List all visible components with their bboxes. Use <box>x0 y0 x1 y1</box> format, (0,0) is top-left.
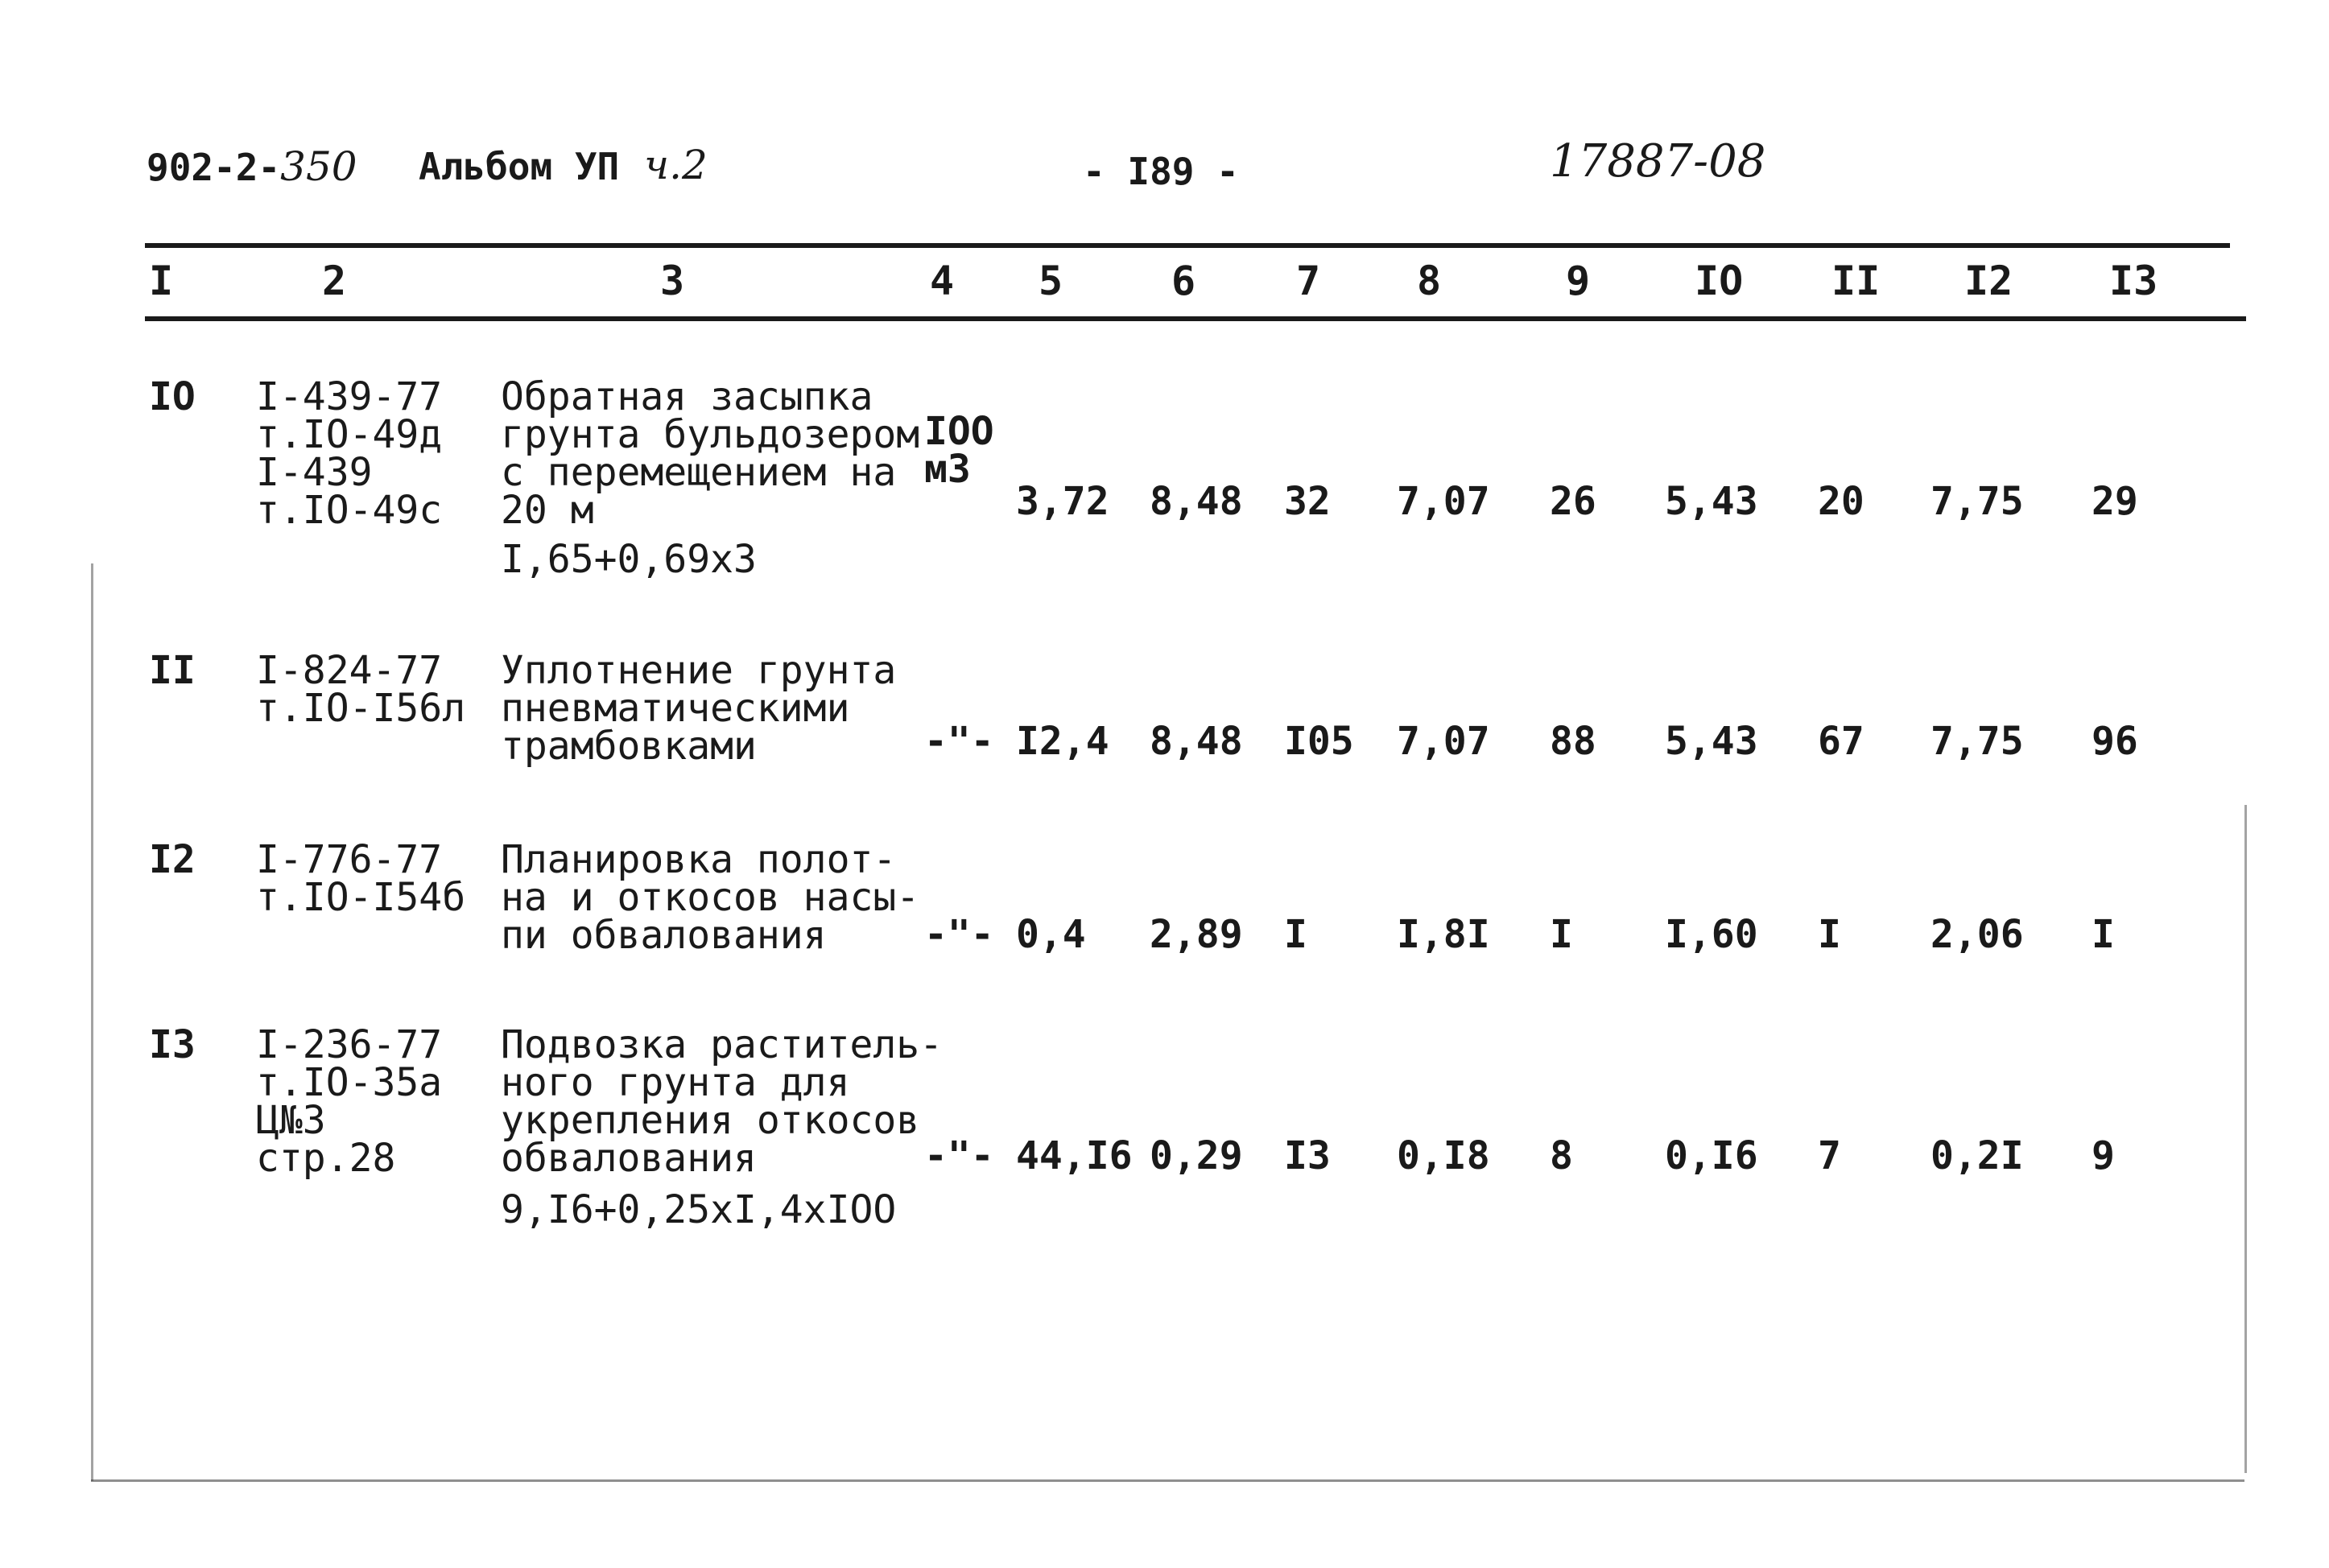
norm-code-line: т.IO-49с <box>256 488 443 533</box>
table-top-rule <box>145 243 2230 248</box>
value-c5: I2,4 <box>1016 719 1109 764</box>
column-number: 5 <box>1039 258 1063 304</box>
norm-code-line: I-776-77 <box>256 837 443 882</box>
work-description-line: пи обвалования <box>501 913 827 958</box>
work-description-line: Подвозка раститель- <box>501 1022 944 1067</box>
value-c7: I <box>1284 912 1307 957</box>
value-c6: 8,48 <box>1150 719 1243 764</box>
norm-code-line: Ц№3 <box>256 1098 326 1143</box>
norm-code-line: стр.28 <box>256 1136 396 1181</box>
value-c11: I <box>1818 912 1841 957</box>
doc-code-printed: 902-2- <box>147 146 281 189</box>
value-c5: 0,4 <box>1016 912 1086 957</box>
doc-code-handwritten: 350 <box>280 143 357 190</box>
unit-of-measure: -"- <box>924 912 994 957</box>
norm-code-line: т.IO-49д <box>256 412 443 457</box>
bottom-frame-line <box>91 1479 2244 1482</box>
value-c12: 7,75 <box>1931 719 2024 764</box>
norm-code-line: т.IO-I56л <box>256 686 466 731</box>
column-number: 6 <box>1171 258 1196 304</box>
value-c5: 3,72 <box>1016 479 1109 524</box>
column-number: 2 <box>322 258 347 304</box>
column-number: IO <box>1695 258 1744 304</box>
column-number: I <box>149 258 174 304</box>
value-c9: 8 <box>1550 1133 1573 1178</box>
value-c7: I05 <box>1284 719 1354 764</box>
row-number: IO <box>149 374 196 419</box>
page-number: - I89 - <box>1083 150 1239 193</box>
row-number: II <box>149 648 196 693</box>
value-c10: 5,43 <box>1665 719 1758 764</box>
norm-code-line: т.IO-I54б <box>256 875 466 920</box>
value-c8: 7,07 <box>1397 719 1490 764</box>
value-c13: 96 <box>2092 719 2138 764</box>
column-number: II <box>1831 258 1881 304</box>
right-margin-line <box>2244 805 2247 1473</box>
work-description-line: на и откосов насы- <box>501 875 920 920</box>
norm-code-line: I-824-77 <box>256 648 443 693</box>
work-description-line: ного грунта для <box>501 1060 850 1105</box>
value-c6: 0,29 <box>1150 1133 1243 1178</box>
value-c8: I,8I <box>1397 912 1490 957</box>
work-description-line: 20 м <box>501 488 594 533</box>
column-number: 7 <box>1296 258 1321 304</box>
value-c13: 29 <box>2092 479 2138 524</box>
work-description-line: пневматическими <box>501 686 850 731</box>
column-number: 9 <box>1566 258 1591 304</box>
value-c12: 7,75 <box>1931 479 2024 524</box>
column-number: 4 <box>930 258 955 304</box>
row-number: I3 <box>149 1022 196 1067</box>
volume-handwritten: ч.2 <box>644 142 708 188</box>
value-c10: 0,I6 <box>1665 1133 1758 1178</box>
unit-of-measure: м3 <box>924 447 971 492</box>
value-c9: I <box>1550 912 1573 957</box>
value-c12: 0,2I <box>1931 1133 2024 1178</box>
norm-code-line: I-236-77 <box>256 1022 443 1067</box>
value-c8: 7,07 <box>1397 479 1490 524</box>
work-description-line: с перемещением на <box>501 450 897 495</box>
left-margin-line <box>91 563 93 1481</box>
work-description-line: грунта бульдозером <box>501 412 920 457</box>
value-c8: 0,I8 <box>1397 1133 1490 1178</box>
work-description-line: укрепления откосов <box>501 1098 920 1143</box>
calculation-formula: 9,I6+0,25xI,4xIOO <box>501 1187 897 1232</box>
value-c11: 7 <box>1818 1133 1841 1178</box>
value-c6: 2,89 <box>1150 912 1243 957</box>
value-c7: I3 <box>1284 1133 1331 1178</box>
norm-code-line: I-439-77 <box>256 374 443 419</box>
value-c11: 67 <box>1818 719 1864 764</box>
table-header-rule <box>145 316 2246 321</box>
value-c13: 9 <box>2092 1133 2115 1178</box>
norm-code-line: т.IO-35а <box>256 1060 443 1105</box>
column-number: I3 <box>2109 258 2158 304</box>
value-c6: 8,48 <box>1150 479 1243 524</box>
work-description-line: трамбовками <box>501 724 757 769</box>
work-description-line: обвалования <box>501 1136 757 1181</box>
norm-code-line: I-439 <box>256 450 373 495</box>
column-number: I2 <box>1964 258 2013 304</box>
value-c5: 44,I6 <box>1016 1133 1133 1178</box>
column-number: 8 <box>1417 258 1442 304</box>
value-c9: 26 <box>1550 479 1596 524</box>
column-number: 3 <box>660 258 685 304</box>
album-label: Альбом УП <box>419 145 620 188</box>
work-description-line: Планировка полот- <box>501 837 897 882</box>
unit-of-measure: -"- <box>924 1133 994 1178</box>
value-c11: 20 <box>1818 479 1864 524</box>
work-description-line: Обратная засыпка <box>501 374 873 419</box>
value-c7: 32 <box>1284 479 1331 524</box>
row-number: I2 <box>149 837 196 882</box>
unit-of-measure: IOO <box>924 409 994 454</box>
value-c10: 5,43 <box>1665 479 1758 524</box>
value-c9: 88 <box>1550 719 1596 764</box>
value-c10: I,60 <box>1665 912 1758 957</box>
value-c12: 2,06 <box>1931 912 2024 957</box>
doc-code <box>147 143 357 190</box>
calculation-formula: I,65+0,69x3 <box>501 537 757 582</box>
work-description-line: Уплотнение грунта <box>501 648 897 693</box>
registration-number-handwritten: 17887-08 <box>1550 135 1766 188</box>
unit-of-measure: -"- <box>924 719 994 764</box>
value-c13: I <box>2092 912 2115 957</box>
